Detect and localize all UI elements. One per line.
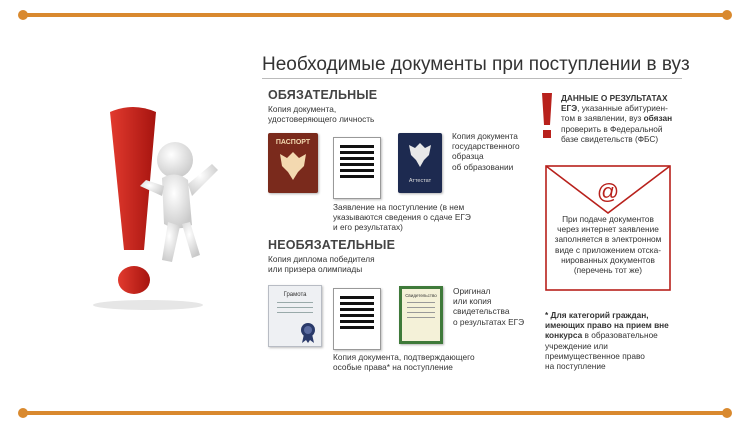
online-submission-note: При подаче документов через интернет заявление заполняется в электронном виде с приложением отска- нированных документов (перечень тот же) [554, 214, 662, 276]
certificate-label: Аттестат [408, 178, 432, 184]
emblem-icon [398, 133, 442, 173]
required-heading: ОБЯЗАТЕЛЬНЫЕ [268, 88, 378, 102]
bottom-divider [22, 411, 728, 415]
page-title: Необходимые документы при поступлении в вуз [262, 54, 690, 75]
ege-verification-note: ДАННЫЕ О РЕЗУЛЬТАТАХ ЕГЭ, указанные абитуриен- том в заявлении, вуз обязан проверить в Федеральной базе свидетельств (ФБС) [561, 93, 673, 144]
application-caption: Заявление на поступление (в нем указываются сведения о сдаче ЕГЭ и его результатах) [333, 202, 471, 233]
passport-label: ПАСПОРТ [275, 139, 311, 146]
certificate-document [398, 133, 442, 193]
special-rights-caption: Копия документа, подтверждающего особые права* на поступление [333, 352, 475, 373]
optional-heading: НЕОБЯЗАТЕЛЬНЫЕ [268, 238, 396, 252]
seal-icon [299, 322, 317, 344]
title-underline [262, 78, 682, 79]
passport-document [268, 133, 318, 193]
top-divider [22, 13, 728, 17]
at-sign-icon: @ [596, 179, 620, 204]
exclamation-icon [540, 93, 554, 141]
diploma-document [268, 285, 322, 347]
diploma-label: Грамота [283, 292, 307, 298]
special-rights-document [333, 288, 381, 350]
exclamation-figure-illustration [88, 100, 238, 310]
application-form-document [333, 137, 381, 199]
ege-certificate-document [399, 286, 443, 344]
footnote: * Для категорий граждан, имеющих право на прием вне конкурса в образовательное учреждение или преимущественное право на поступление [545, 310, 669, 372]
passport-caption: Копия документа, удостоверяющего личность [268, 104, 375, 125]
diploma-caption: Копия диплома победителя или призера олимпиады [268, 254, 375, 275]
ege-certificate-caption: Оригинал или копия свидетельства о результатах ЕГЭ [453, 286, 525, 327]
certificate-caption: Копия документа государственного образца об образовании [452, 131, 520, 172]
ege-certificate-label: Свидетельство [405, 293, 437, 298]
coat-of-arms-icon [268, 146, 318, 186]
